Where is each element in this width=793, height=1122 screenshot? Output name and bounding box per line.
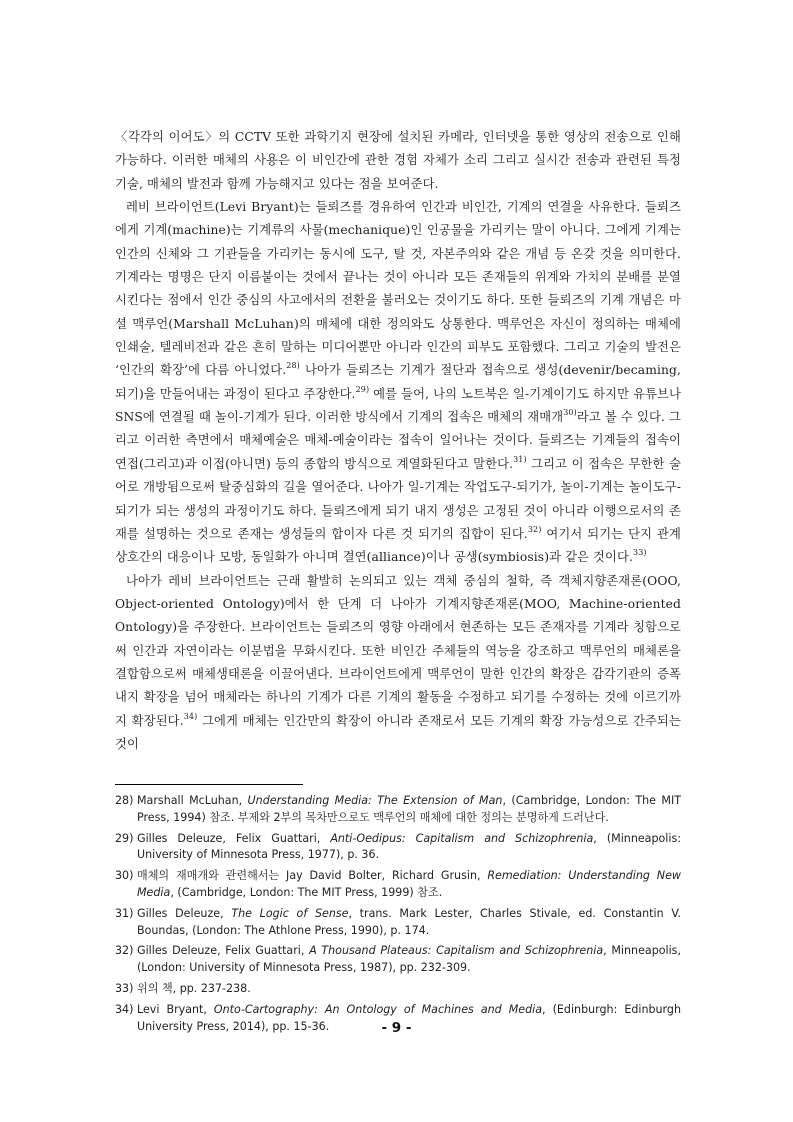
footnote-text: Levi Bryant, Onto-Cartography: An Ontology of Machines and Media, (Edinburgh: Edinburgh University Press, 2014), pp. 15-36. bbox=[136, 1002, 682, 1033]
paragraph-1: 〈각각의 이어도〉의 CCTV 또한 과학기지 현장에 설치된 카메라, 인터넷을 통한 영상의 전송으로 인해 가능하다. 이러한 매체의 사용은 이 비인간에 관한 경험 자체가 소리 그리고 실시간 전송과 관련된 특정 기술, 매체의 발전과 함께 가능해지고 있다는 점을 보여준다. bbox=[115, 130, 681, 191]
footnote-ref-32[interactable]: 32) bbox=[527, 524, 542, 534]
footnote-30 bbox=[115, 868, 681, 902]
footnote-number: 28) bbox=[115, 794, 137, 807]
footnote-text: Gilles Deleuze, Felix Guattari, A Thousand Plateaus: Capitalism and Schizophrenia, Minneapolis, (London: University of Minnesota Press, 1987), pp. 232-309. bbox=[136, 944, 681, 975]
footnote-text: 위의 책, pp. 237-238. bbox=[136, 981, 251, 995]
footnote-text: Gilles Deleuze, Felix Guattari, Anti-Oedipus: Capitalism and Schizophrenia, (Minneapolis: University of Minnesota Press, 1977), p. 36. bbox=[136, 831, 681, 862]
footnote-ref-34[interactable]: 34) bbox=[183, 711, 198, 721]
footnote-33 bbox=[115, 981, 681, 998]
footnote-number: 34) bbox=[115, 1002, 137, 1016]
footnote-number: 29) bbox=[115, 831, 137, 845]
footnote-number: 33) bbox=[115, 981, 137, 995]
footnote-ref-29[interactable]: 29) bbox=[355, 384, 370, 394]
paragraph-2: 레비 브라이언트(Levi Bryant)는 들뢰즈를 경유하여 인간과 비인간, 기계의 연결을 사유한다. 들뢰즈에게 기계(machine)는 기계류의 사물(mechanique)인 인공물을 가리키는 말이 아니다. 그에게 기계는 인간의 신체와 그 기관들을 가리키는 동시에 도구, 탈 것, 자본주의와 같은 개념 등 온갖 것을 의미한다. 기계라는 명명은 단지 이름붙이는 것에서 끝나는 것이 아니라 모든 존재들의 위계와 가치의 분배를 분열시킨다는 점에서 인간 중심의 사고에서의 전환을 불러오는 것이기도 하다. 또한 들뢰즈의 기계 개념은 마셜 맥루언(Marshall McLuhan)의 매체에 대한 정의와도 상통한다. 맥루언은 자신이 정의하는 매체에 인쇄술, 텔레비전과 같은 흔히 말하는 미디어뿐만 아니라 인간의 피부도 포함했다. 그리고 기술의 발전은 ‘인간의 확장’에 다름 아니었다.$^{28)}$ 나아가 들뢰즈는 기계가 절단과 접속으로 생성(devenir/becaming, 되기)을 만들어내는 과정이 된다고 주장한다.$^{29)}$ 예를 들어, 나의 노트북은 일-기계이기도 하지만 유튜브나 SNS에 연결될 때 놀이-기계가 된다. 이러한 방식에서 기계의 접속은 매체의 재매개$^{30)}$라고 볼 수 있다. 그리고 이러한 측면에서 매체예술은 매체-예술이라는 접속이 일어나는 것이다. 들뢰즈는 기계들의 접속이 연접(그리고)과 이접(아니면) 등의 종합의 방식으로 계열화된다고 말한다.$^{31)}$ 그리고 이 접속은 무한한 술어로 개방됨으로써 탈중심화의 길을 열어준다. 나아가 일-기계는 작업도구-되기가, 놀이-기계는 놀이도구-되기가 되는 생성의 과정이기도 하다. 들뢰즈에게 되기 내지 생성은 고정된 것이 아니라 이행으로서의 존재를 설명하는 것으로 존재는 생성들의 합이자 다른 것 되기의 집합이 된다.$^{32)}$ 여기서 되기는 단지 관계 상호간의 대응이나 모방, 동일화가 아니며 결연(alliance)이나 공생(symbiosis)과 같은 것이다.$^{33)}$ bbox=[115, 200, 682, 565]
footnote-text: 매체의 재매개와 관련해서는 Jay David Bolter, Richard Grusin, Remediation: Understanding New Media, (Cambridge, London: The MIT Press, 1999) 참조. bbox=[136, 869, 681, 899]
body-text bbox=[115, 126, 681, 756]
footnote-ref-33[interactable]: 33) bbox=[633, 548, 647, 558]
footnote-ref-31[interactable]: 31) bbox=[513, 454, 527, 464]
footnote-number: 30) bbox=[115, 869, 137, 883]
footnotes bbox=[115, 793, 681, 1039]
footnote-number: 31) bbox=[115, 906, 137, 920]
page-number: - 9 - bbox=[381, 1020, 412, 1036]
footnote-32 bbox=[115, 943, 681, 977]
footnote-28 bbox=[115, 793, 681, 827]
footnote-text: Marshall McLuhan, Understanding Media: The Extension of Man, (Cambridge, London: The MIT Press, 1994) 참조. 부제와 2부의 목차만으로도 맥루언의 매체에 대한 정의는 분명하게 드러난다. bbox=[136, 794, 681, 824]
footnote-31 bbox=[115, 906, 681, 940]
footnote-number: 32) bbox=[115, 944, 137, 958]
footnote-ref-30[interactable]: 30) bbox=[563, 408, 577, 418]
footnote-29 bbox=[115, 831, 681, 865]
paragraph-3: 나아가 레비 브라이언트는 근래 활발히 논의되고 있는 객체 중심의 철학, 즉 객체지향존재론(OOO, Object-oriented Ontology)에서 한 단계 더 나아가 기계지향존재론(MOO, Machine-oriented Ontology)을 주장한다. 브라이언트는 들뢰즈의 영향 아래에서 현존하는 모든 존재자를 기계라 칭함으로써 인간과 자연이라는 이분법을 무화시킨다. 또한 비인간 주체들의 역능을 강조하고 맥루언의 매체론을 결합함으로써 매체생태론을 이끌어낸다. 브라이언트에게 맥루언이 말한 인간의 확장은 감각기관의 증폭 내지 확장을 넘어 매체라는 하나의 기계가 다른 기계의 활동을 수정하고 되기를 수정하는 것에 이르기까지 확장된다.$^{34)}$ 그에게 매체는 인간만의 확장이 아니라 존재로서 모든 기계의 확장 가능성으로 간주되는 것이 bbox=[115, 573, 681, 751]
footnote-text: Gilles Deleuze, The Logic of Sense, trans. Mark Lester, Charles Stivale, ed. Constantin V. Boundas, (London: The Athlone Press, 1990), p. 174. bbox=[136, 906, 681, 937]
footnote-divider bbox=[115, 784, 303, 785]
footnote-ref-28[interactable]: 28) bbox=[286, 361, 300, 371]
